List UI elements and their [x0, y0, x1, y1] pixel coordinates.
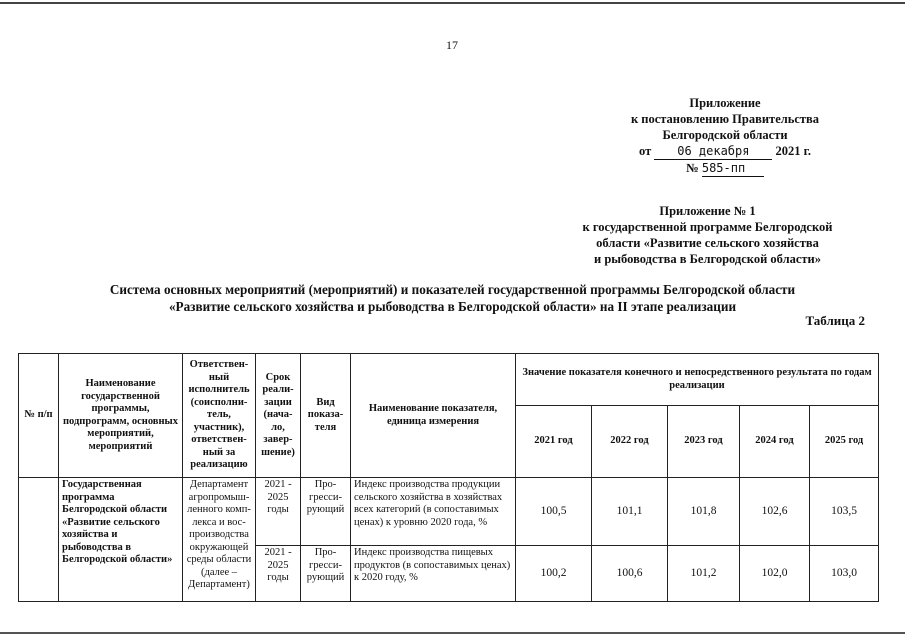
row-num-cell	[19, 478, 59, 602]
appendix-program-line3: и рыбоводства в Белгородской области»	[594, 252, 821, 266]
value-2021: 100,5	[516, 478, 592, 546]
indicators-table	[18, 353, 879, 602]
header-indicator: Наименование показателя, единица измерения	[351, 354, 516, 478]
top-border-line	[0, 2, 905, 4]
executor-cell: Департамент агропромыш-ленного комп-лекса и вос-производства окружающей среды области (далее – Департамент)	[183, 478, 256, 602]
appendix-program-title: Приложение № 1	[659, 204, 756, 218]
appendix-program-block	[555, 203, 860, 267]
header-year-2021: 2021 год	[516, 406, 592, 478]
value-2024: 102,6	[740, 478, 810, 546]
document-title-line2: «Развитие сельского хозяйства и рыбоводства в Белгородской области» на II этапе реализации	[168, 299, 737, 314]
appendix-order-number	[590, 160, 860, 177]
header-year-2022: 2022 год	[592, 406, 668, 478]
appendix-order-block	[590, 95, 860, 177]
number-value: 585-пп	[702, 160, 764, 177]
bottom-border-line	[0, 632, 905, 634]
table-row	[19, 478, 879, 546]
appendix-order-date	[590, 143, 860, 160]
period-cell: 2021 - 2025 годы	[256, 546, 301, 602]
indicator-cell: Индекс производства продукции сельского хозяйства в хозяйствах всех категорий (в сопоставимых ценах) к уровню 2020 года, %	[351, 478, 516, 546]
appendix-order-line1: к постановлению Правительства	[630, 112, 820, 126]
document-title	[40, 281, 865, 315]
appendix-program-line1: к государственной программе Белгородской	[582, 220, 833, 234]
appendix-order-line2: Белгородской области	[662, 128, 788, 142]
header-row-1	[19, 354, 879, 406]
value-2025: 103,0	[810, 546, 879, 602]
document-title-line1: Система основных мероприятий (мероприятий) и показателей государственной программы Белгородской области	[109, 282, 796, 297]
type-cell: Про-гресси-рующий	[301, 478, 351, 546]
header-values-group: Значение показателя конечного и непосредственного результата по годам реализации	[516, 354, 879, 406]
value-2022: 100,6	[592, 546, 668, 602]
header-year-2024: 2024 год	[740, 406, 810, 478]
header-period: Срок реали-зации (нача-ло, завер-шение)	[256, 354, 301, 478]
period-cell: 2021 - 2025 годы	[256, 478, 301, 546]
header-executor: Ответствен-ный исполнитель (соисполни-тель, участник), ответствен-ный за реализацию	[183, 354, 256, 478]
header-num: № п/п	[19, 354, 59, 478]
header-name: Наименование государственной программы, подпрограмм, основных мероприятий, мероприятий	[59, 354, 183, 478]
header-year-2025: 2025 год	[810, 406, 879, 478]
indicator-cell: Индекс производства пищевых продуктов (в сопоставимых ценах) к 2020 году, %	[351, 546, 516, 602]
table-label: Таблица 2	[805, 313, 865, 328]
value-2023: 101,2	[668, 546, 740, 602]
appendix-order-title: Приложение	[689, 96, 761, 110]
date-suffix: 2021 г.	[775, 144, 811, 158]
type-cell: Про-гресси-рующий	[301, 546, 351, 602]
appendix-program-line2: области «Развитие сельского хозяйства	[596, 236, 819, 250]
program-name-cell: Государственная программа Белгородской области «Развитие сельского хозяйства и рыбоводства в Белгородской области»	[59, 478, 183, 602]
date-prefix: от	[638, 144, 652, 158]
value-2022: 101,1	[592, 478, 668, 546]
value-2025: 103,5	[810, 478, 879, 546]
header-year-2023: 2023 год	[668, 406, 740, 478]
header-type: Вид показа-теля	[301, 354, 351, 478]
number-prefix: №	[686, 161, 699, 175]
date-value: 06 декабря	[654, 143, 772, 160]
value-2024: 102,0	[740, 546, 810, 602]
value-2021: 100,2	[516, 546, 592, 602]
page-number: 17	[446, 38, 458, 52]
value-2023: 101,8	[668, 478, 740, 546]
